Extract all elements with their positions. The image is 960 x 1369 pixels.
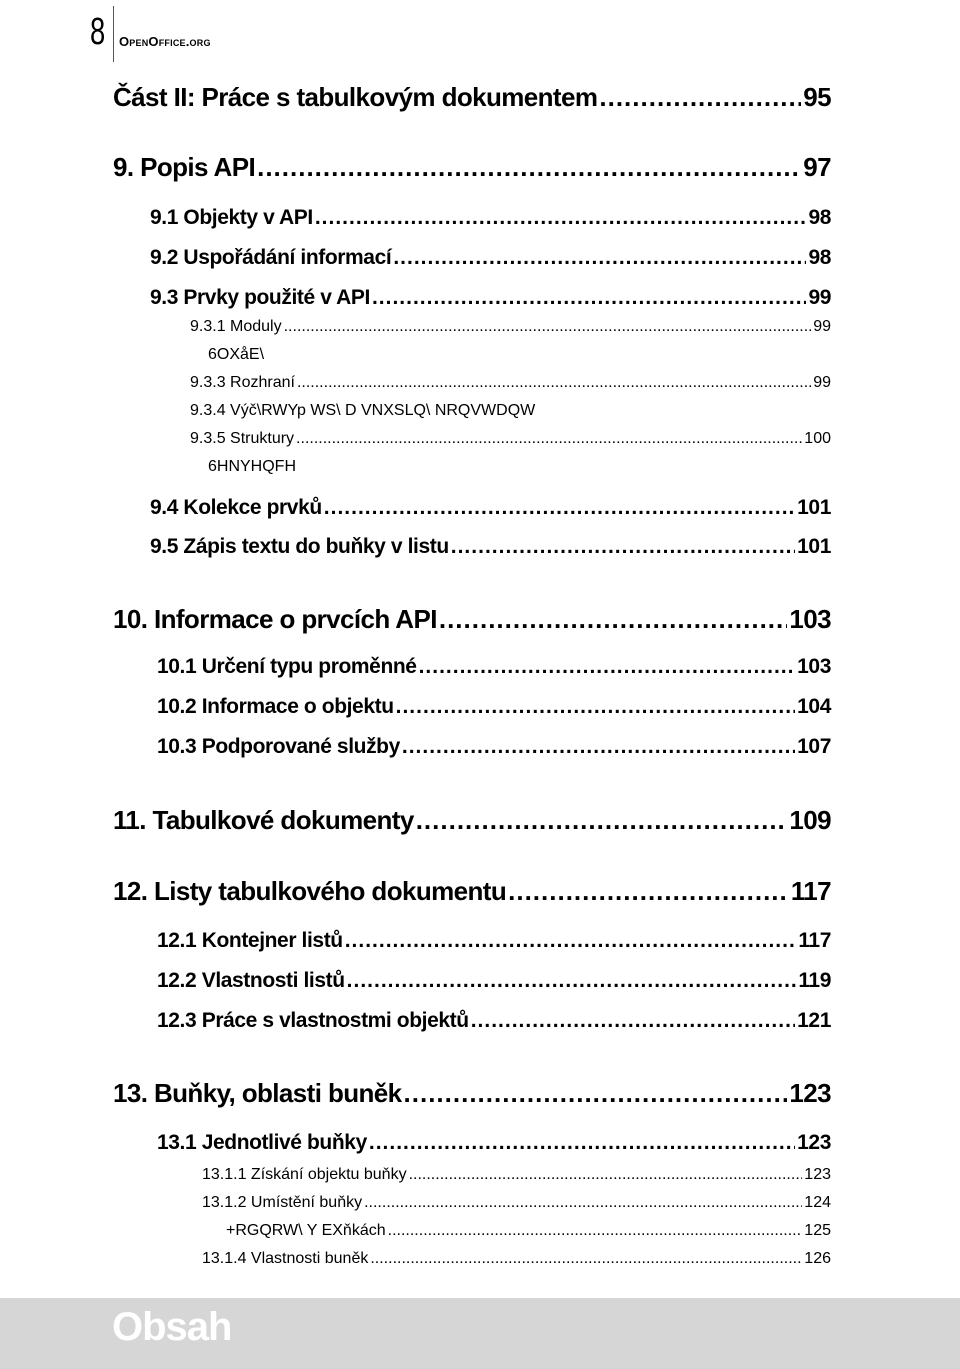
dot-leader [439, 604, 788, 635]
toc-page: 99 [808, 286, 831, 309]
toc-title: 13.1.1 Získání objektu buňky [202, 1166, 407, 1183]
toc-title: 12.3 Práce s vlastnostmi objektů [157, 1009, 469, 1032]
toc-page: 117 [798, 929, 831, 952]
toc-title: 10.3 Podporované služby [157, 735, 400, 758]
toc-title: 12. Listy tabulkového dokumentu [113, 876, 507, 906]
toc-title: 9.5 Zápis textu do buňky v listu [150, 535, 449, 558]
dot-leader [257, 152, 801, 183]
dot-leader [370, 1250, 802, 1268]
toc-chapter-13[interactable] [113, 1078, 831, 1109]
toc-page: 98 [808, 206, 831, 229]
page-number: 8 [90, 11, 106, 53]
dot-leader [315, 206, 807, 230]
dot-leader [393, 246, 806, 270]
toc-page: 100 [804, 430, 831, 447]
toc-section-9-1[interactable] [150, 206, 831, 230]
toc-title: Část II: Práce s tabulkovým dokumentem [113, 82, 598, 112]
toc-title: 13.1.4 Vlastnosti buněk [202, 1250, 369, 1267]
toc-subsection-9-3-1[interactable] [190, 318, 831, 336]
toc-section-13-1[interactable] [157, 1131, 831, 1155]
toc-part-2[interactable] [113, 82, 831, 113]
toc-page: 99 [813, 318, 831, 335]
toc-title: 12.2 Vlastnosti listů [157, 969, 345, 992]
toc-title: 10. Informace o prvcích API [113, 604, 437, 634]
toc-page: 121 [797, 1009, 831, 1032]
toc-subsection-9-3-5[interactable] [190, 430, 831, 448]
toc-title: 9.3.3 Rozhraní [190, 374, 295, 391]
dot-leader [404, 1078, 788, 1109]
toc-page: 126 [804, 1250, 831, 1267]
toc-title: 9.1 Objekty v API [150, 206, 313, 229]
dot-leader [296, 430, 802, 448]
toc-title: 9.3.1 Moduly [190, 318, 282, 335]
toc-page: 104 [797, 695, 831, 718]
toc-page: 99 [813, 374, 831, 391]
dot-leader [372, 286, 806, 310]
toc-page: 125 [804, 1222, 831, 1239]
toc-subsection-9-3-2[interactable]: 6OXåE\ [208, 346, 265, 363]
toc-page: 97 [803, 152, 831, 182]
toc-page: 98 [808, 246, 831, 269]
toc-page: 123 [797, 1131, 831, 1154]
toc-subsection-9-3-3[interactable] [190, 374, 831, 392]
toc-title: 10.1 Určení typu proměnné [157, 655, 417, 678]
toc-page: 103 [789, 604, 831, 634]
dot-leader [416, 805, 788, 836]
toc-page: 123 [804, 1166, 831, 1183]
toc-section-10-2[interactable] [157, 695, 831, 719]
toc-section-10-3[interactable] [157, 735, 831, 759]
toc-section-12-3[interactable] [157, 1009, 831, 1033]
header-divider [113, 6, 114, 62]
toc-page: 103 [797, 655, 831, 678]
toc-title: 13.1.2 Umístění buňky [202, 1194, 363, 1211]
toc-section-10-1[interactable] [157, 655, 831, 679]
dot-leader [508, 876, 789, 907]
toc-title: 13. Buňky, oblasti buněk [113, 1078, 402, 1108]
dot-leader [396, 695, 796, 719]
dot-leader [471, 1009, 795, 1033]
toc-section-12-2[interactable] [157, 969, 831, 993]
toc-page: 124 [804, 1194, 831, 1211]
toc-chapter-10[interactable] [113, 604, 831, 635]
footer-title: Obsah [112, 1305, 232, 1349]
toc-page: 119 [798, 969, 831, 992]
dot-leader [324, 496, 795, 520]
toc-title: 13.1 Jednotlivé buňky [157, 1131, 367, 1154]
dot-leader [419, 655, 796, 679]
dot-leader [451, 535, 795, 559]
toc-page: 109 [789, 805, 831, 835]
toc-subsection-13-1-1[interactable] [202, 1166, 831, 1184]
toc-title: 9.3 Prvky použité v API [150, 286, 370, 309]
dot-leader [409, 1166, 803, 1184]
site-name: OpenOffice.org [119, 34, 211, 49]
toc-section-9-2[interactable] [150, 246, 831, 270]
toc-page: 123 [789, 1078, 831, 1108]
toc-page: 107 [797, 735, 831, 758]
toc-title: 9.2 Uspořádání informací [150, 246, 392, 269]
toc-title: 9.4 Kolekce prvků [150, 496, 322, 519]
dot-leader [364, 1194, 802, 1212]
toc-page: 101 [797, 496, 831, 519]
toc-title: 11. Tabulkové dokumenty [113, 805, 414, 835]
toc-subsection-13-1-3[interactable] [226, 1222, 831, 1240]
toc-title: 12.1 Kontejner listů [157, 929, 343, 952]
dot-leader [388, 1222, 803, 1240]
toc-chapter-12[interactable] [113, 876, 831, 907]
dot-leader [297, 374, 811, 392]
toc-subsection-9-3-4[interactable]: 9.3.4 Výč\RWYp WS\ D VNXSLQ\ NRQVWDQW [190, 402, 536, 419]
toc-section-9-5[interactable] [150, 535, 831, 559]
toc-subsection-13-1-4[interactable] [202, 1250, 831, 1268]
page-header [0, 0, 960, 66]
dot-leader [345, 929, 797, 953]
toc-chapter-11[interactable] [113, 805, 831, 836]
dot-leader [402, 735, 795, 759]
toc-subsection-9-3-6[interactable]: 6HNYHQFH [208, 458, 297, 475]
dot-leader [599, 82, 801, 113]
toc-section-9-4[interactable] [150, 496, 831, 520]
toc-chapter-9[interactable] [113, 152, 831, 183]
toc-page: 117 [790, 876, 831, 906]
toc-title: 10.2 Informace o objektu [157, 695, 394, 718]
toc-title: 9.3.5 Struktury [190, 430, 295, 447]
toc-subsection-13-1-2[interactable] [202, 1194, 831, 1212]
dot-leader [369, 1131, 795, 1155]
toc-page: 95 [803, 82, 831, 112]
dot-leader [284, 318, 812, 336]
toc-title: 9. Popis API [113, 152, 256, 182]
dot-leader [347, 969, 797, 993]
toc-section-9-3[interactable] [150, 286, 831, 310]
toc-title: +RGQRW\ Y EXňkách [226, 1222, 386, 1239]
toc-page: 101 [797, 535, 831, 558]
toc-section-12-1[interactable] [157, 929, 831, 953]
